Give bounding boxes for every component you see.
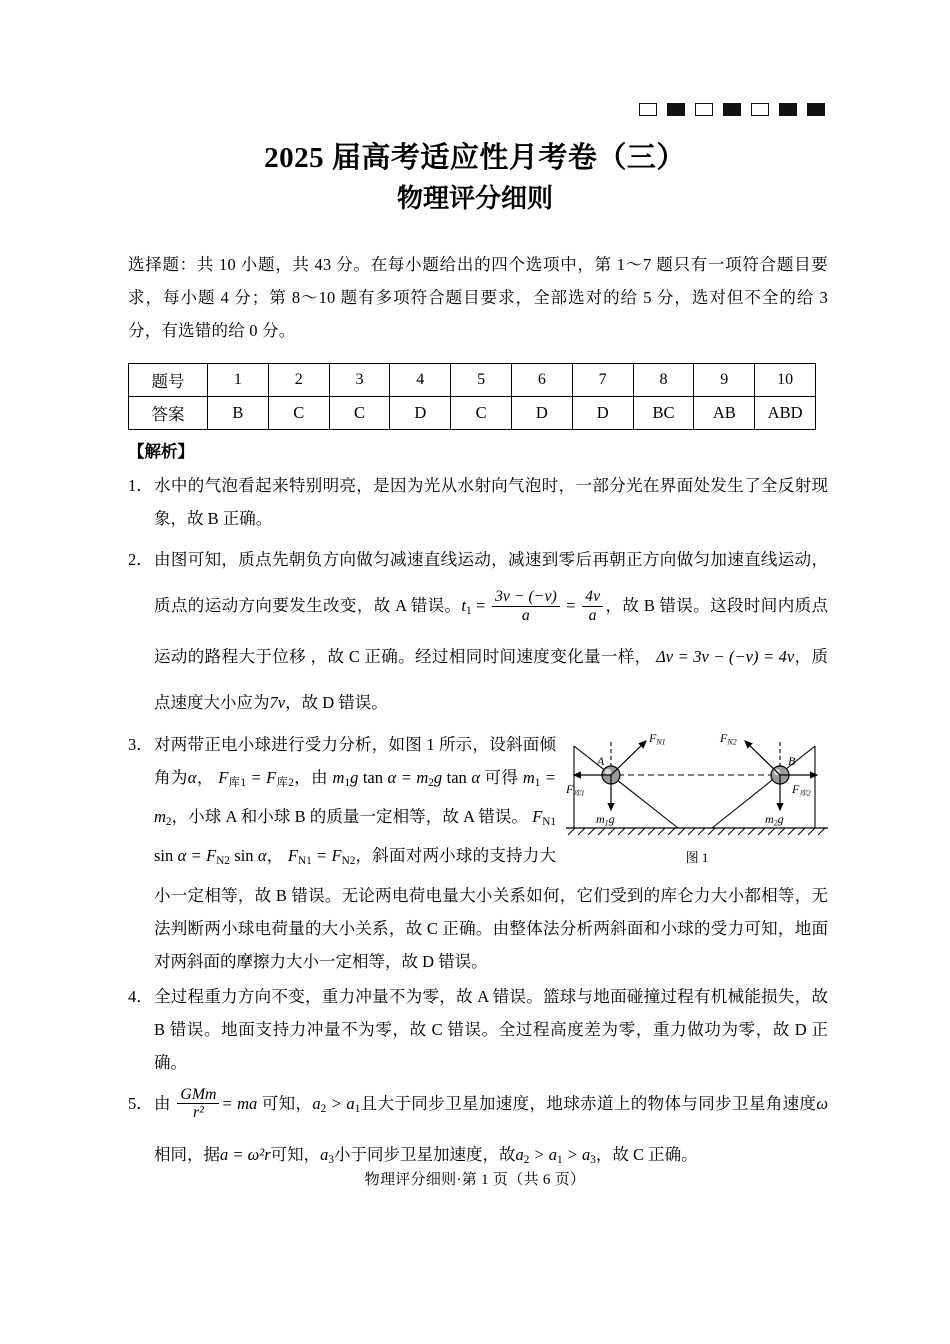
item-2-fraction-1: [492, 588, 560, 624]
fraction-denominator: a: [521, 606, 530, 624]
marker-square-2: [667, 103, 685, 116]
item-2-part2: ，故 B 错误。这段时间内质点运动的路程大于位移 ，故 C 正确。经过相同时间速度变化量一样，: [154, 596, 828, 667]
item-5-eq1: = ma: [221, 1093, 258, 1113]
fraction-denominator: r²: [192, 1104, 204, 1122]
answer-cell: ABD: [755, 397, 816, 430]
item-5-ineq1: $a_2 > a_1$: [312, 1093, 361, 1115]
analysis-item-1: [128, 469, 828, 535]
answer-cell: C: [451, 397, 512, 430]
question-number-cell: 10: [755, 364, 816, 397]
figure-label-FN2: $F_{N2}$: [720, 731, 737, 747]
answer-cell: BC: [633, 397, 694, 430]
item-text: 全过程重力方向不变，重力冲量不为零，故 A 错误。篮球与地面碰撞过程有机械能损失，故 B 错误。地面支持力冲量不为零，故 C 错误。全过程高度差为零，重力做功为零，故 D 正确。: [154, 986, 828, 1072]
item-5-part6: 小于同步卫星加速度，故: [334, 1144, 516, 1164]
item-3-normal-eq-2: $F_{N1} = F_{N2}$: [287, 846, 356, 868]
fraction-numerator: 3v − (−v): [492, 588, 560, 607]
item-text: 由图可知，质点先朝负方向做匀减速直线运动，减速到零后再朝正方向做匀加速直线运动，质点的运动方向要发生改变，故 A 错误。$t_1$ = $\frac{3v - (-v)}{a}$ = $\frac{4v}{a}$ ，故 B 错误。这段时间内质点运动的路程大于位移 ，故 C 正确。经过相同时间速度变化量一样， Δv = 3v − (−v) = 4v，质点速度大小应为7v，故 D 错误。: [154, 550, 829, 713]
item-3-mass-eq: $m_1g$ $\tan \alpha = m_2g$ tan α: [332, 768, 480, 790]
item-3-part5: ，小球 A 和小球 B 的质量一定相等，故 A 错误。: [171, 807, 528, 827]
figure-caption: 图 1: [685, 850, 709, 866]
row-label-question: 题号: [129, 364, 208, 397]
fraction-numerator: 4v: [582, 588, 603, 607]
figure-label-A: A: [597, 754, 605, 769]
figure-label-B: B: [788, 754, 796, 769]
item-2-fraction-2: [582, 588, 603, 624]
row-label-answer: 答案: [129, 397, 208, 430]
answer-cell: D: [390, 397, 451, 430]
figure-label-m1g: $m_1g$: [596, 812, 615, 828]
answer-cell: D: [572, 397, 633, 430]
item-5-ineq2: $a_2 > a_1 > a_3$: [515, 1144, 596, 1166]
figure-label-m2g: $m_2g$: [765, 812, 784, 828]
question-number-cell: 3: [329, 364, 390, 397]
item-number: 3．: [128, 735, 153, 755]
question-number-cell: 2: [268, 364, 329, 397]
item-3-part4: 可得: [484, 768, 519, 788]
question-number-cell: 6: [511, 364, 572, 397]
table-row-answers: [129, 397, 816, 430]
item-5-part2: 可知，: [261, 1093, 313, 1113]
item-3-coulomb-eq: $F_{库1} = F_{库2}$: [218, 768, 294, 790]
item-5-part1: 由: [154, 1093, 171, 1113]
item-5-a3: $a_3$: [320, 1144, 335, 1166]
question-number-cell: 8: [633, 364, 694, 397]
item-3-normal-eq: $F_{N1}$ $\sin \alpha = F_{N2}$ sin α: [154, 807, 556, 868]
item-text: [154, 728, 828, 977]
item-3-alpha: α: [187, 768, 197, 788]
question-number-cell: 9: [694, 364, 755, 397]
answer-key-table: [128, 363, 816, 430]
marker-square-1: [639, 103, 657, 116]
item-3-part6: ，: [266, 846, 284, 866]
instructions-paragraph: 选择题：共 10 小题，共 43 分。在每小题给出的四个选项中，第 1～7 题只有一项符合题目要求，每小题 4 分；第 8～10 题有多项符合题目要求，全部选对的给 5 分，选对但不全的给 3 分，有选错的给 0 分。: [128, 255, 828, 340]
answer-cell: AB: [694, 397, 755, 430]
item-number: 2．: [128, 550, 153, 569]
marker-square-6: [779, 103, 797, 116]
answer-cell: C: [329, 397, 390, 430]
analysis-item-3: [128, 728, 828, 977]
marker-square-3: [695, 103, 713, 116]
item-number: 4．: [128, 986, 153, 1006]
answer-cell: C: [268, 397, 329, 430]
analysis-item-2: [128, 537, 828, 726]
item-3-part7: ，斜面对两小球的支持力大小一定相等，故 B 错误。无论两电荷电量大小关系如何，它们受到的库仑力大小都相等，无法判断两小球电荷量的大小关系，故 C 正确。由整体法分析两斜面和小球的受力可知，地面对两斜面的摩擦力大小一定相等，故 D 错误。: [154, 846, 828, 971]
item-text: 水中的气泡看起来特别明亮，是因为光从水射向气泡时，一部分光在界面处发生了全反射现象，故 B 正确。: [154, 476, 828, 528]
item-5-eq2: a = ω²r: [220, 1144, 271, 1164]
item-number: 1．: [128, 476, 153, 495]
item-3-part3: ，由: [293, 768, 329, 788]
item-3-part2: ，: [196, 768, 214, 788]
fraction-denominator: a: [588, 606, 597, 624]
item-5-part7: ，故 C 正确。: [595, 1144, 698, 1164]
figure-1-diagram: [566, 728, 828, 840]
figure-1: [566, 728, 828, 866]
question-number-cell: 5: [451, 364, 512, 397]
item-2-var-t-sub: 1: [466, 605, 472, 618]
page-subtitle: 物理评分细则: [396, 184, 553, 213]
analysis-item-4: [128, 980, 828, 1079]
marker-square-4: [723, 103, 741, 116]
item-2-var-t: t: [461, 596, 466, 615]
page-footer: 物理评分细则·第 1 页（共 6 页）: [364, 1172, 586, 1188]
item-5-part5: 可知，: [270, 1144, 321, 1164]
item-2-part4: ，故 D 错误。: [285, 693, 388, 713]
question-number-cell: 1: [208, 364, 269, 397]
question-number-cell: 4: [390, 364, 451, 397]
item-5-omega: ω: [816, 1093, 829, 1113]
fraction-numerator: GMm: [177, 1086, 219, 1105]
document-body: [128, 248, 828, 1183]
answer-cell: B: [208, 397, 269, 430]
item-3-m-eq: $m_1 = m_2$: [154, 768, 556, 829]
question-number-cell: 7: [572, 364, 633, 397]
marker-square-5: [751, 103, 769, 116]
marker-square-7: [807, 103, 825, 116]
page-title: 2025 届高考适应性月考卷（三）: [264, 142, 686, 174]
item-5-part3: 且大于同步卫星加速度，地球赤道上的物体与同步卫星角速度: [360, 1093, 817, 1113]
item-5-part4: 相同，据: [154, 1144, 220, 1164]
item-2-formula-3: 7v: [269, 693, 286, 713]
figure-label-Fk2: $F_{库2}$: [792, 782, 811, 798]
item-number: 5．: [128, 1093, 153, 1113]
figure-label-Fk1: $F_{库1}$: [566, 782, 585, 798]
answer-cell: D: [511, 397, 572, 430]
item-5-fraction: [177, 1086, 219, 1122]
title-block: [0, 138, 950, 218]
figure-label-FN1: $F_{N1}$: [649, 731, 666, 747]
analysis-heading: 【解析】: [128, 442, 194, 461]
table-row-question-numbers: [129, 364, 816, 397]
item-2-formula-2: Δv = 3v − (−v) = 4v: [656, 647, 795, 667]
item-3-part1: 对两带正电小球进行受力分析，如图 1 所示，设斜面倾角为: [154, 735, 556, 788]
item-2-part3: ，质点速度大小应为: [154, 647, 829, 713]
registration-markers: [639, 103, 825, 116]
item-2-part1: 由图可知，质点先朝负方向做匀减速直线运动，减速到零后再朝正方向做匀加速直线运动，质点的运动方向要发生改变，故 A 错误。: [154, 550, 828, 615]
